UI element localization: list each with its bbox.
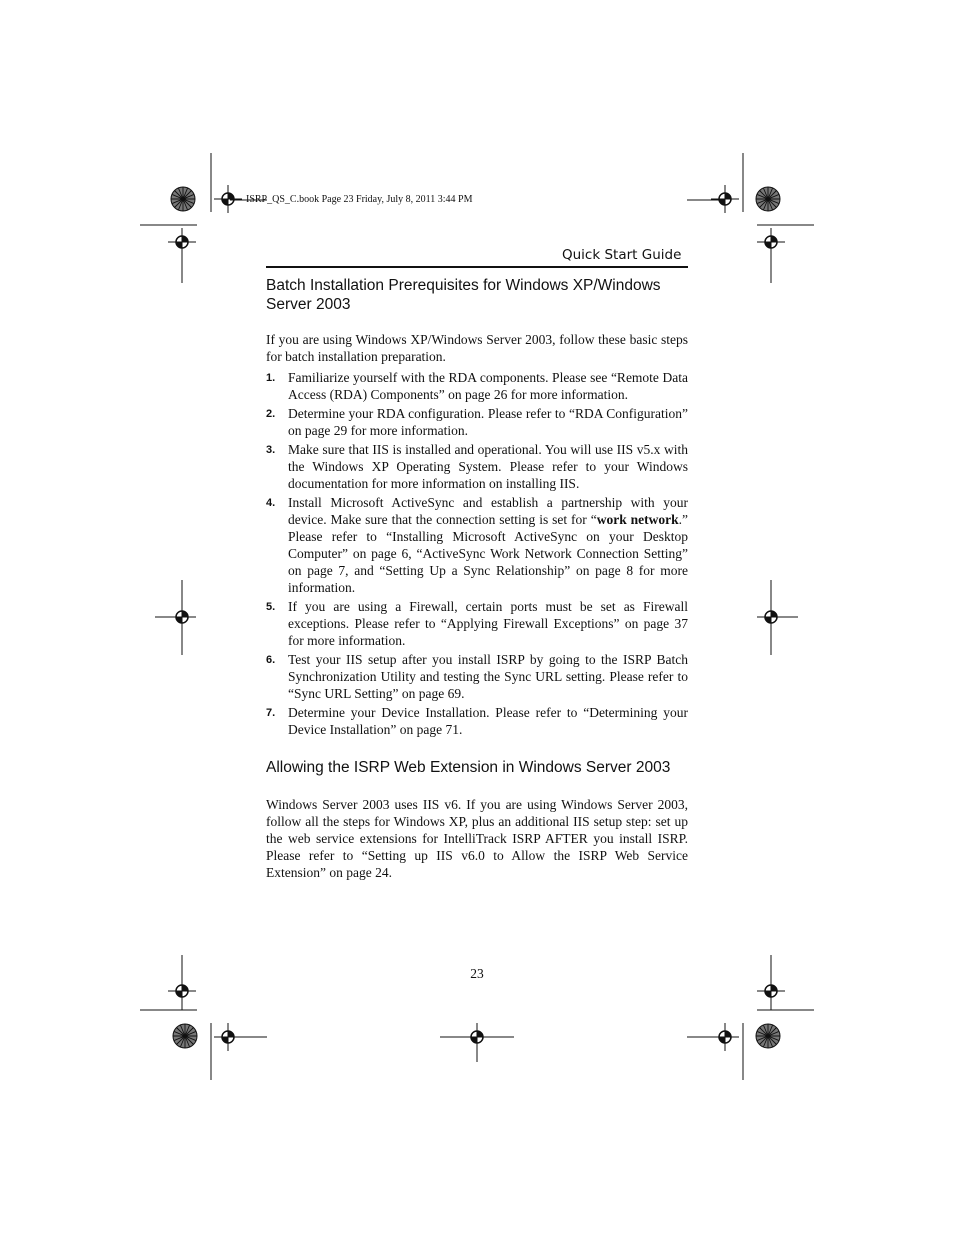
list-item: 3. Make sure that IIS is installed and operational. You will use IIS v5.x with the Windows XP Operating System. Please refer to your Windows documentation for more information on installing IIS. bbox=[266, 442, 688, 491]
page-number: 23 bbox=[470, 966, 484, 981]
section-heading-web-extension: Allowing the ISRP Web Extension in Windows Server 2003 bbox=[266, 759, 671, 776]
header-rule bbox=[266, 266, 688, 268]
list-item: 5. If you are using a Firewall, certain ports must be set as Firewall exceptions. Please refer to “Applying Firewall Exceptions” on page 37 for more information. bbox=[266, 599, 688, 648]
intro-paragraph: If you are using Windows XP/Windows Server 2003, follow these basic steps for batch installation preparation. bbox=[266, 332, 688, 364]
heading-line-2: Server 2003 bbox=[266, 296, 351, 313]
list-item: 7. Determine your Device Installation. Please refer to “Determining your Device Installation” on page 71. bbox=[266, 705, 688, 737]
heading-line-1: Batch Installation Prerequisites for Windows XP/Windows bbox=[266, 277, 661, 294]
section-heading-batch-prerequisites bbox=[266, 276, 696, 314]
running-header: Quick Start Guide bbox=[562, 247, 682, 263]
web-extension-paragraph: Windows Server 2003 uses IIS v6. If you are using Windows Server 2003, follow all the steps for Windows XP, plus an additional IIS setup step: set up the web service extensions for IntelliTrack ISRP AFTER you install ISRP. Please refer to “Setting up IIS v6.0 to Allow the ISRP Web Service Extension” on page 24. bbox=[266, 797, 688, 880]
prerequisite-steps-list bbox=[266, 369, 688, 740]
list-item: 1. Familiarize yourself with the RDA components. Please see “Remote Data Access (RDA) Components” on page 26 for more information. bbox=[266, 370, 688, 402]
list-item: 6. Test your IIS setup after you install ISRP by going to the ISRP Batch Synchronization Utility and testing the Sync URL setting. Please refer to “Sync URL Setting” on page 69. bbox=[266, 652, 688, 701]
print-slug: ISRP_QS_C.book Page 23 Friday, July 8, 2011 3:44 PM bbox=[246, 194, 473, 205]
list-item: 4. Install Microsoft ActiveSync and establish a partnership with your device. Make sure that the connection setting is set for “work network.” Please refer to “Installing Microsoft ActiveSync on your Desktop Computer” on page 6, “ActiveSync Work Network Connection Setting” on page 7, and “Setting Up a Sync Relationship” on page 8 for more information. bbox=[266, 495, 688, 595]
bold-term: work network bbox=[596, 512, 679, 527]
list-item: 2. Determine your RDA configuration. Please refer to “RDA Configuration” on page 29 for more information. bbox=[266, 406, 688, 438]
